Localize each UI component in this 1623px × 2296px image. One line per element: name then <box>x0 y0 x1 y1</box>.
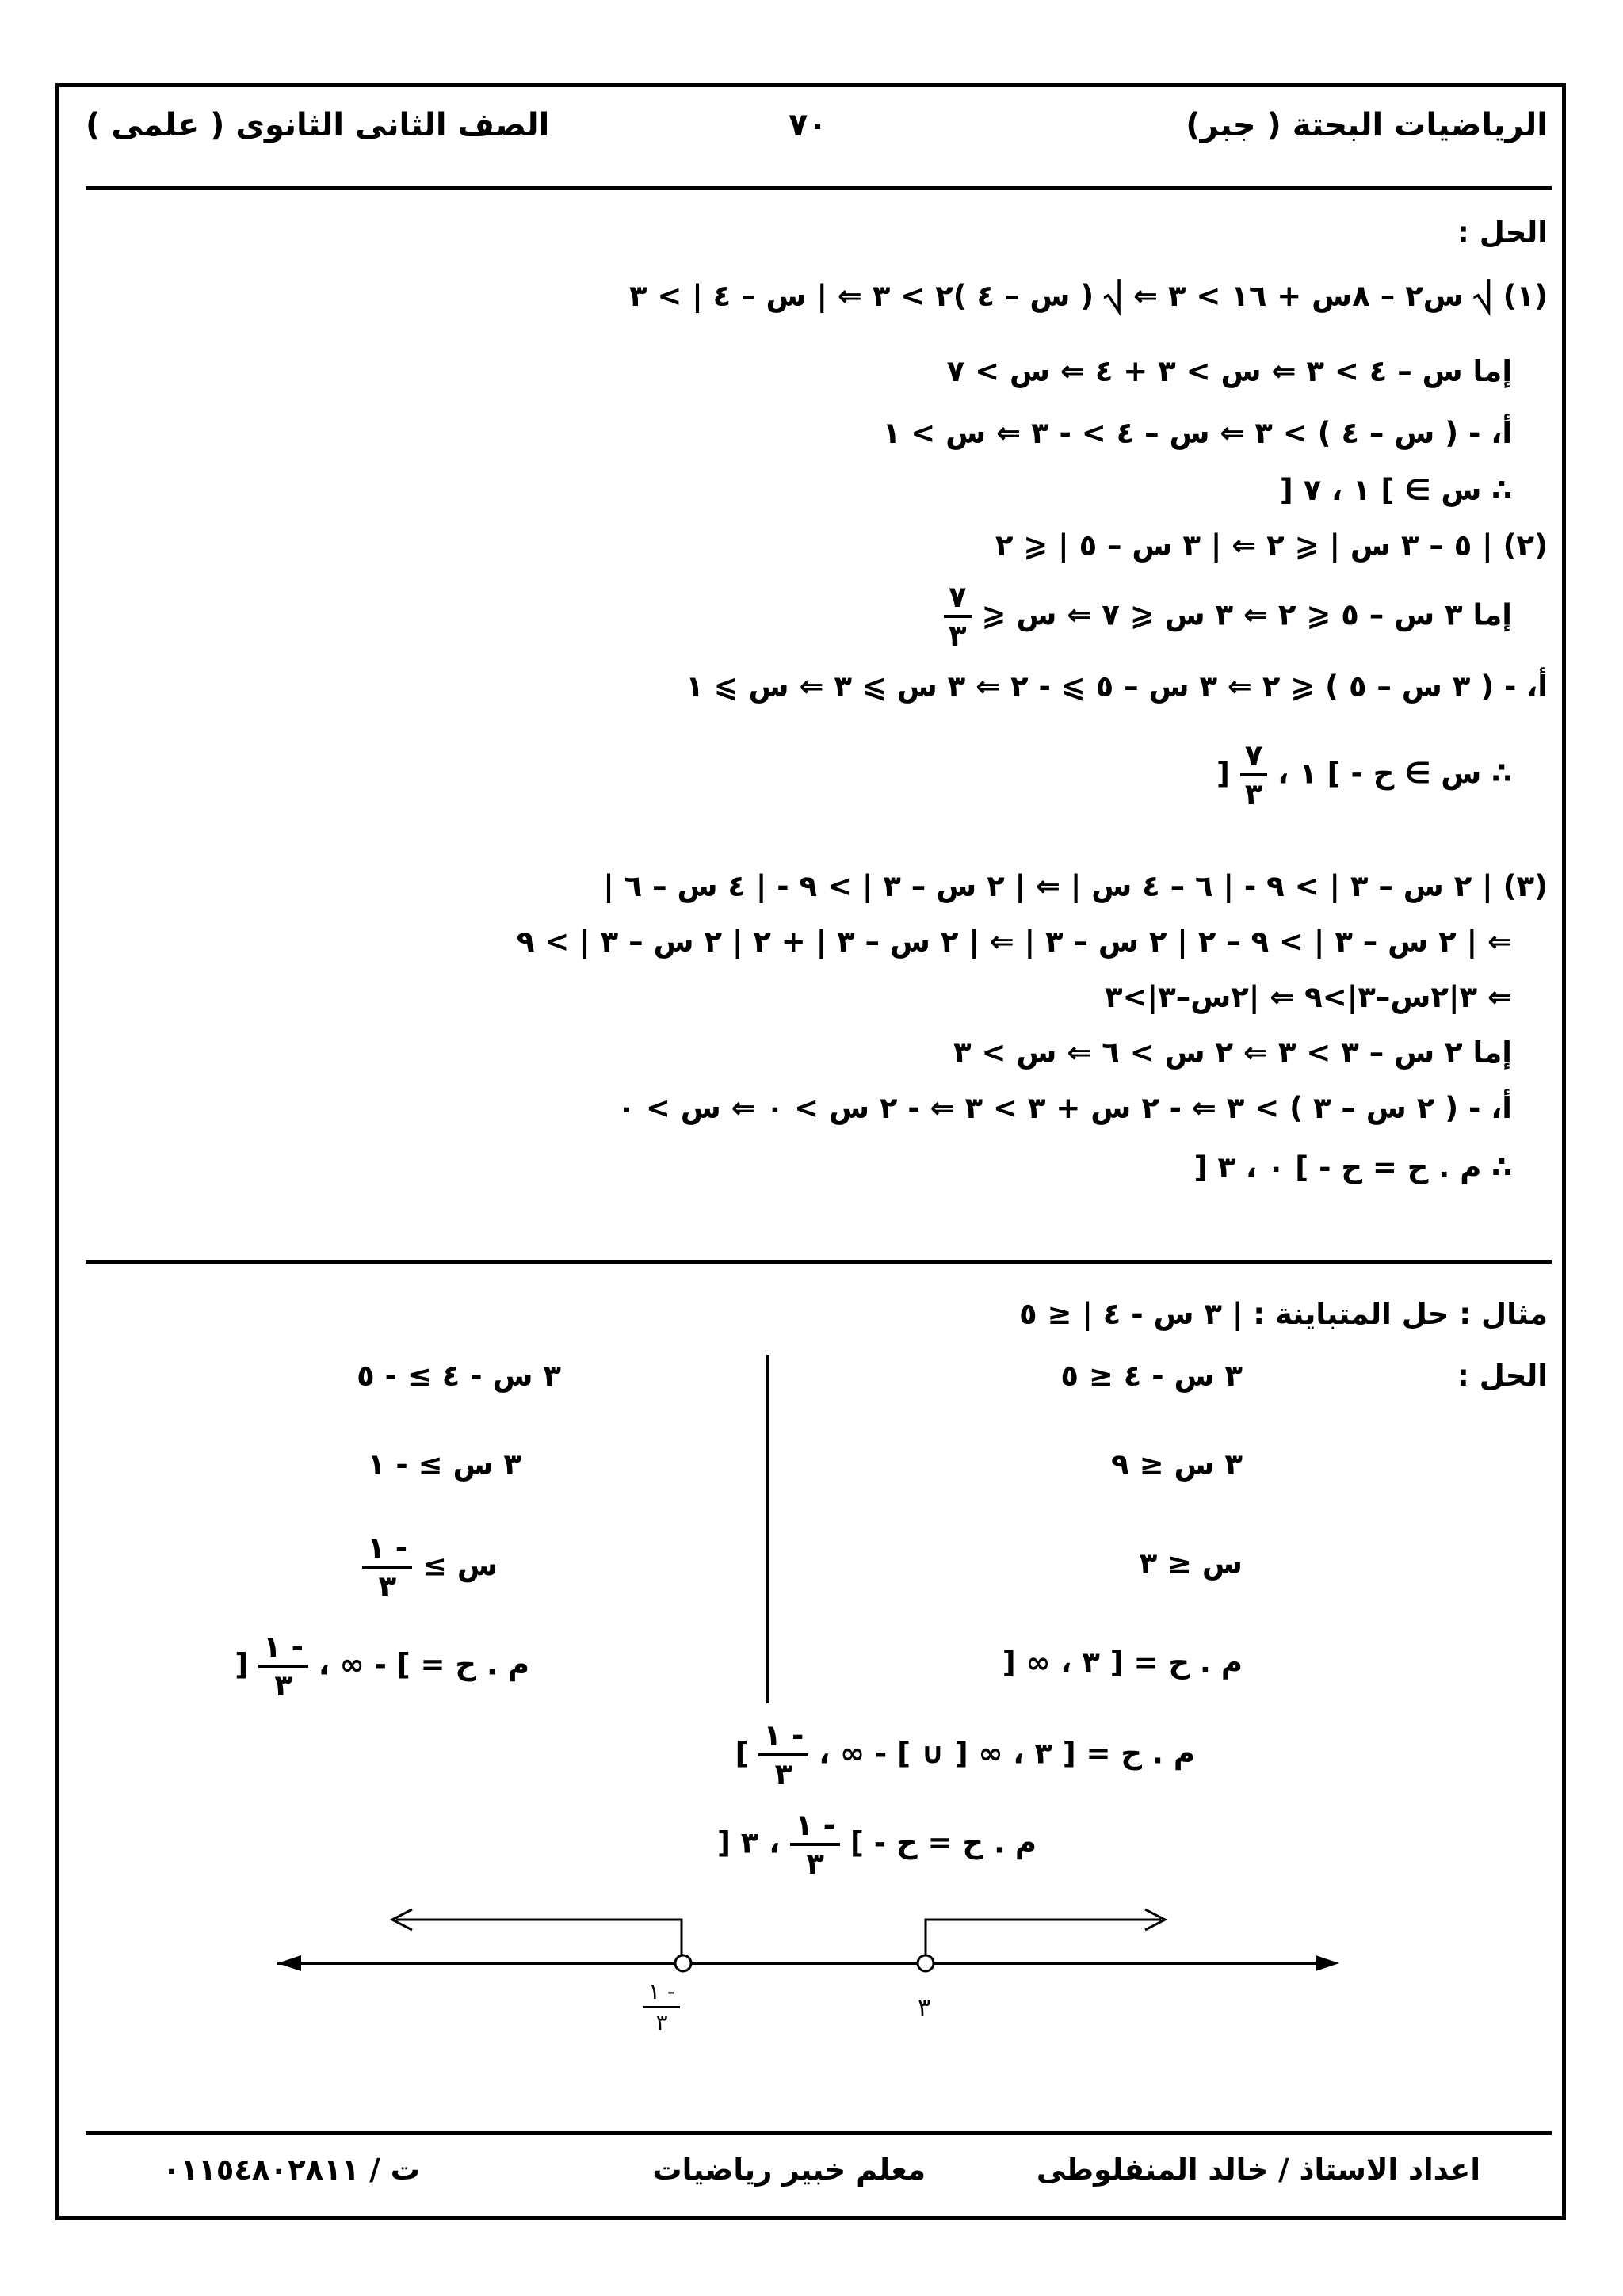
final-line <box>716 1808 1037 1881</box>
p3-line4: إما ٢ س – ٣ > ٣ ⇐ ٢ س > ٦ ⇐ س > ٣ <box>953 1035 1512 1070</box>
numberline-label-3: ٣ <box>918 1994 931 2022</box>
p1-line3: أ، - ( س – ٤ ) > ٣ ⇐ س – ٤ > - ٣ ⇐ س > ١ <box>882 416 1512 450</box>
right-col-3: س ≤ ٣ <box>1139 1547 1243 1581</box>
union-text: م . ح = [ ٣ ، ∞ [ ∪ ] - ∞ ، <box>819 1736 1195 1771</box>
left-col-1: ٣ س - ٤ ≥ - ٥ <box>357 1359 561 1393</box>
section-divider <box>86 1260 1552 1264</box>
p3-line3: ⇐ ٣|٢س–٣|>٩ ⇐ |٢س–٣|>٣ <box>1105 980 1512 1014</box>
footer-author: اعداد الاستاذ / خالد المنفلوطى <box>1036 2153 1480 2187</box>
p3-line6: ∴ م . ح = ح - ] ٠ ، ٣ [ <box>1193 1150 1512 1184</box>
right-col-1: ٣ س - ٤ ≤ ٥ <box>1060 1359 1243 1393</box>
right-col-4: م . ح = [ ٣ ، ∞ [ <box>1002 1646 1243 1680</box>
union-line <box>735 1718 1195 1791</box>
p1-line1: (١) ⎷ س٢ – ٨س + ١٦ > ٣ ⇐ ⎷ ( س – ٤ )٢ > ٣ ⇐ | س – ٤ | > ٣ <box>628 279 1548 313</box>
page-number: ٧٠ <box>789 107 827 143</box>
header-subject: الرياضيات البحتة ( جبر) <box>1186 107 1548 143</box>
right-col-2: ٣ س ≤ ٩ <box>1111 1447 1243 1482</box>
solution-label: الحل : <box>1457 215 1548 250</box>
footer-phone: ت / ٠١١٥٤٨٠٢٨١١ <box>162 2153 420 2187</box>
p1-line4: ∴ س ∋ ] ١ ، ٧ [ <box>1279 473 1512 507</box>
p1-line2: إما س – ٤ > ٣ ⇐ س > ٣ + ٤ ⇐ س > ٧ <box>946 354 1512 388</box>
p2-line4-text: ∴ س ∋ ح - ] ١ ، <box>1277 756 1512 791</box>
fraction-neg1-3b: $\frac{- ١}{٣}$ <box>258 1632 308 1700</box>
numberline-label-neg-third: $\frac{- ١}{٣}$ <box>643 1981 680 2034</box>
header-divider <box>86 186 1552 190</box>
p2-line1: (٢) | ٥ – ٣ س | ⩽ ٢ ⇐ | ٣ س – ٥ | ⩽ ٢ <box>995 528 1548 563</box>
example-title: مثال : حل المتباينة : | ٣ س - ٤ | ≤ ٥ <box>1018 1297 1548 1331</box>
footer-divider <box>86 2131 1552 2135</box>
left-col-4-text: م . ح = ] - ∞ ، <box>318 1647 529 1682</box>
fraction-neg1-3d: $\frac{- ١}{٣}$ <box>790 1810 840 1878</box>
p3-line5: أ، - ( ٢ س – ٣ ) > ٣ ⇐ - ٢ س + ٣ > ٣ ⇐ - ٢ س > ٠ ⇐ س > ٠ <box>617 1091 1512 1125</box>
left-col-3 <box>362 1531 498 1604</box>
p2-line2 <box>944 580 1512 653</box>
column-divider <box>766 1355 769 1703</box>
example-solution-label: الحل : <box>1457 1359 1548 1393</box>
left-col-2: ٣ س ≥ - ١ <box>367 1447 521 1482</box>
left-col-4: م . ح = ] - ∞ ، $\frac{- ١}{٣}$ [ <box>235 1630 529 1703</box>
p2-line4-end: [ <box>1216 756 1230 791</box>
p2-line4 <box>1216 738 1512 811</box>
left-col-3-text: س ≥ <box>422 1548 498 1583</box>
p2-line2-text: إما ٣ س – ٥ ⩽ ٢ ⇐ ٣ س ⩽ ٧ ⇐ س ⩽ <box>981 597 1512 632</box>
p2-line3: أ، - ( ٣ س – ٥ ) ⩽ ٢ ⇐ ٣ س – ٥ ⩾ - ٢ ⇐ ٣ س ⩾ ٣ ⇐ س ⩾ ١ <box>685 669 1548 704</box>
footer-role: معلم خبير رياضيات <box>652 2153 926 2187</box>
final-text: م . ح = ح - ] <box>850 1825 1037 1860</box>
final-end: ، ٣ [ <box>716 1825 781 1860</box>
fraction-7-3b: $\frac{٧}{٣}$ <box>1240 741 1268 809</box>
p3-line1: (٣) | ٢ س – ٣ | > ٩ - | ٦ – ٤ س | ⇐ | ٢ س – ٣ | > ٩ - | ٤ س – ٦ | <box>603 869 1548 903</box>
fraction-7-3: $\frac{٧}{٣}$ <box>944 582 972 650</box>
fraction-neg1-3c: $\frac{- ١}{٣}$ <box>758 1721 808 1789</box>
header-grade: الصف الثانى الثانوى ( علمى ) <box>86 107 550 143</box>
p3-line2: ⇐ | ٢ س – ٣ | > ٩ – ٢ | ٢ س – ٣ | ⇐ | ٢ س – ٣ | + ٢ | ٢ س – ٣ | > ٩ <box>516 925 1512 959</box>
union-end: ] <box>735 1736 749 1771</box>
fraction-neg1-3: $\frac{- ١}{٣}$ <box>362 1533 412 1601</box>
